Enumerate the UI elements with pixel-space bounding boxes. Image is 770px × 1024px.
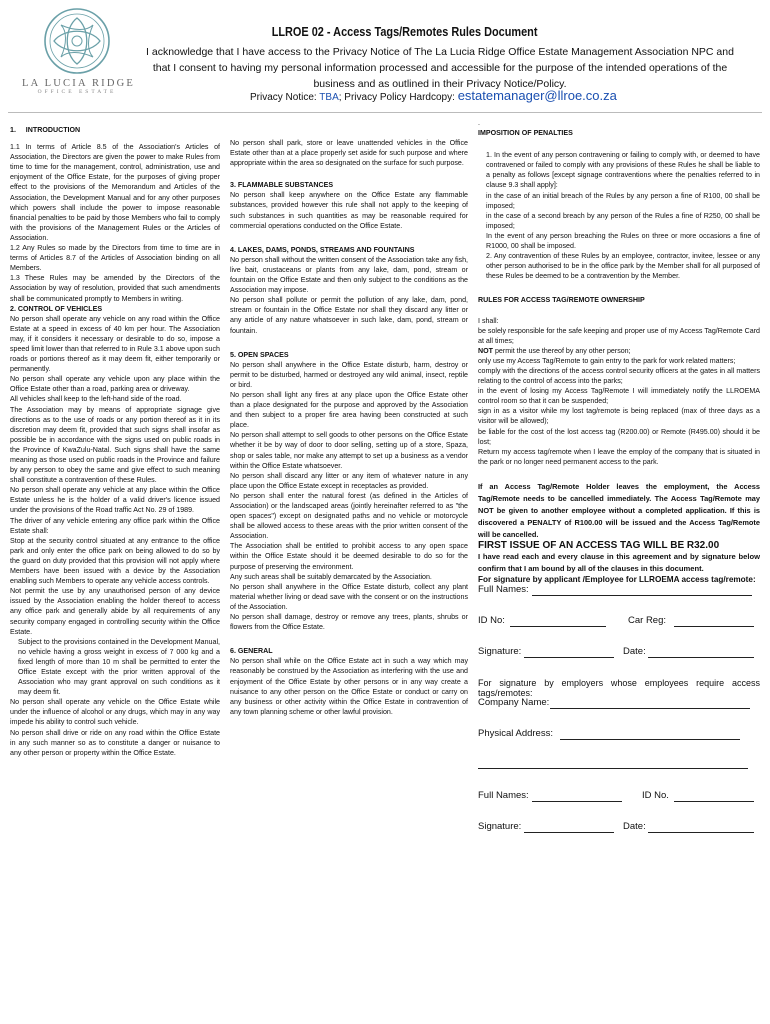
logo-name: LA LUCIA RIDGE — [22, 78, 136, 89]
section-2-para-5: No person shall operate any vehicle at any place within the Office Estate unless he is the holder of a valid driver's licence issued under the provisions of the Road traffic Act No. 29 of 1989. — [10, 486, 220, 515]
header-divider — [8, 112, 762, 113]
privacy-notice-line — [250, 88, 617, 103]
employer-name-id-row — [478, 791, 760, 822]
section-5-para-3: No person shall attempt to sell goods to other persons on the Office Estate whether it be by way of door to door selling, setting up of a store, Spaza, shop or sales table, nor make any attempt to set up a business as a vendor within the Office Estate whatsoever. — [230, 431, 468, 470]
section-5-para-8: No person shall anywhere in the Office Estate disturb, collect any plant material whether living or dead save with the consent or on the instructions of the Association. — [230, 582, 468, 611]
section-1-para-2: 1.2 Any Rules so made by the Directors from time to time are in terms of Articles 8.7 of the Articles of Association binding on all Members. — [10, 244, 220, 273]
privacy-tba-link[interactable]: TBA — [319, 92, 339, 103]
logo-subtitle: OFFICE ESTATE — [37, 89, 117, 95]
section-4-para-2: No person shall pollute or permit the pollution of any lake, dam, pond, stream or fountain in the Office Estate nor shall they discard any litter or any article of any nature whatsoever in such lake, dam, pond, stream or fountain. — [230, 296, 468, 335]
car-reg-field[interactable] — [674, 616, 754, 627]
privacy-prefix: Privacy Notice: — [250, 92, 317, 103]
section-2-heading: 2. CONTROL OF VEHICLES — [10, 304, 103, 313]
car-reg-label: Car Reg: — [628, 615, 667, 627]
ownership-para-7: sign in as a visitor while my lost tag/remote is being replaced (max of three days as a visitor will be allowed); — [478, 407, 760, 426]
column-middle — [230, 118, 468, 717]
employer-signature-date-row — [478, 822, 760, 853]
physical-address-field[interactable] — [560, 729, 740, 740]
section-5-para-5: No person shall enter the natural forest (as defined in the Articles of Association) or the landscaped areas (jointly hereinafter referred to as "the open spaces") except on designated paths and no vehicle or motorcycle shall be allowed access to these areas with the prior written consent of the Association. — [230, 491, 468, 541]
ownership-para-5: comply with the directions of the access control security officers at the gates in all matters relating to the control of access into the parks; — [478, 366, 760, 386]
date-2-label: Date: — [623, 821, 646, 833]
section-1-para-3: 1.3 These Rules may be amended by the Directors of the Association by way of resolution, provided that such amendments shall be communicated promptly to Members in writing. — [10, 274, 220, 303]
section-2-para-9: Subject to the provisions contained in the Development Manual, no vehicle having a gross weight in excess of 7 000 kg and a fixed length of more than 10 m shall be permitted to enter the Office Estate except with the prior written approval of the Association who may grant approval on such conditions as it may deem fit. — [18, 637, 220, 697]
column-left — [10, 118, 220, 758]
penalties-para-2: in the case of an initial breach of the Rules by any person a fine of R100, 00 shall be imposed; — [486, 191, 760, 210]
full-names-2-field[interactable] — [532, 791, 622, 802]
applicant-signature-heading: For signature by applicant /Employee for LLROEMA access tag/remote: — [478, 575, 756, 584]
section-2-para-10: No person shall operate any vehicle on the Office Estate while under the influence of alcohol or any drugs, which may in any way impede his ability to control such vehicle. — [10, 698, 220, 727]
parking-para: No person shall park, store or leave unattended vehicles in the Office Estate other than at a place properly set aside for such purpose and where appropriate within the area so designated on the surface for such purpose. — [230, 139, 468, 168]
celtic-knot-logo-icon — [42, 6, 112, 76]
ownership-para-1: I shall: — [478, 316, 499, 325]
section-3-heading: 3. FLAMMABLE SUBSTANCES — [230, 181, 334, 190]
physical-address-row — [478, 729, 760, 760]
section-5-para-1: No person shall anywhere in the Office Estate disturb, harm, destroy or permit to be disturbed, harmed or destroyed any wild animal, insect, reptile or bird. — [230, 360, 468, 389]
penalties-para-1: 1. In the event of any person contravening or failing to comply with, or deemed to have contravened or failed to comply with any provisions of these Rules he shall be liable to a penalty as follows [except signage contraventions where the penalties referred to in clause 9.3 shall apply]: — [486, 151, 760, 190]
first-issue-notice: FIRST ISSUE OF AN ACCESS TAG WILL BE R32.00 — [478, 539, 720, 551]
privacy-acknowledgement: I acknowledge that I have access to the Privacy Notice of The La Lucia Ridge Office Estate Management Association NPC and that I consent to having my personal information processed and accessible for the purpose of the intended operations of the business and as outlined in their Privacy Notice/Policy. — [146, 46, 734, 90]
document-header — [0, 0, 770, 112]
section-2-para-11: No person shall drive or ride on any road within the Office Estate in any such manner so as to constitute a danger or nuisance to any other person or property within the Office Estate. — [10, 728, 220, 757]
ownership-para-3-text: permit the use thereof by any other person; — [492, 346, 631, 355]
section-5-heading: 5. OPEN SPACES — [230, 350, 289, 359]
section-5-para-4: No person shall discard any litter or any item of whatever nature in any place upon the Office Estate except in receptacles as provided. — [230, 471, 468, 490]
section-5-para-6: The Association shall be entitled to prohibit access to any open space within the Office Estate should it be deemed desirable to do so for the purpose of preserving the environment. — [230, 542, 468, 571]
section-2-para-8: Not permit the use by any unauthorised person of any device issued by the Association enabling the holder thereof to access any office park and generally abide by all requirements of any security company engaged in controlling security within the Office Estate. — [10, 587, 220, 636]
id-car-row — [478, 616, 760, 647]
logo — [22, 6, 136, 102]
company-name-field[interactable] — [550, 698, 750, 709]
penalties-para-4: In the event of any person breaching the Rules on three or more occasions a fine of R1000, 00 shall be imposed. — [486, 231, 760, 251]
section-5-para-7: Any such areas shall be suitably demarcated by the Association. — [230, 572, 432, 581]
section-2-para-2: No person shall operate any vehicle upon any place within the Office Estate other than a road, parking area or driveway. — [10, 375, 220, 394]
signature-2-label: Signature: — [478, 821, 522, 833]
section-3-para-1: No person shall keep anywhere on the Office Estate any flammable substances, provided however this rule shall not apply to the keeping of such substances in such quantities as may be reasonable required for commercial operations conducted on the Office Estate. — [230, 191, 468, 230]
privacy-middle: ; Privacy Policy Hardcopy: — [338, 92, 455, 103]
date-field[interactable] — [648, 647, 754, 658]
ownership-para-4: only use my Access Tag/Remote to gain entry to the park for work related matters; — [478, 356, 736, 365]
full-names-label: Full Names: — [478, 584, 529, 596]
full-names-field[interactable] — [532, 585, 752, 596]
ownership-para-2: be solely responsible for the safe keeping and proper use of my Access Tag/Remote Card at all times; — [478, 326, 760, 345]
section-6-heading: 6. GENERAL — [230, 647, 273, 656]
section-5-para-2: No person shall light any fires at any place upon the Office Estate other than a place designated for the purpose and approved by the Association and then subject to a proper fire area having been constructed at such place. — [230, 390, 468, 430]
address-continuation-field[interactable] — [478, 760, 760, 791]
estate-manager-email-link[interactable]: estatemanager@llroe.co.za — [457, 88, 617, 103]
penalties-para-5: 2. Any contravention of these Rules by an employee, contractor, invitee, lessee or any other person authorised to be in the office park by the Member shall for all purposed of these Rules be deemed to be a contravention by the Member. — [486, 252, 760, 281]
section-2-para-3: All vehicles shall keep to the left-hand side of the road. — [10, 395, 182, 404]
section-2-para-1: No person shall operate any vehicle on any road within the Office Estate at a speed in excess of 40 km per hour. The Association may, if it considers it necessary or desirable to do so, impose a speed limit lower than that referred to in Rule 3.1 above upon such roads or portions thereof as it may deem fit, either temporarily or permanently. — [10, 314, 220, 374]
leaving-employment-para: If an Access Tag/Remote Holder leaves the employment, the Access Tag/Remote needs to be cancelled immediately. The Access Tag/Remote may NOT be given to another employee without a completed application. If this is discovered a PENALTY of R100.00 will be issued and the Access Tag/Remote will be cancelled. — [478, 481, 760, 539]
signature-2-field[interactable] — [524, 822, 614, 833]
company-name-row — [478, 698, 760, 729]
penalties-heading: IMPOSITION OF PENALTIES — [478, 129, 573, 138]
section-1-heading: 1. INTRODUCTION — [10, 126, 81, 134]
agreement-statement: I have read each and every clause in this agreement and by signature below confirm that I am bound by all of the clauses in this document. — [478, 552, 760, 573]
section-2-para-7: Stop at the security control situated at any entrance to the office park and only enter the office park on being allowed to do so by the guard on duty provided that this provision will not apply where Members have been issued with a device by the Association enabling such Members to operate any vehicle access controls. — [10, 536, 220, 586]
signature-date-row — [478, 647, 760, 678]
full-names-2-label: Full Names: — [478, 790, 529, 802]
date-label: Date: — [623, 646, 646, 658]
date-2-field[interactable] — [648, 822, 754, 833]
ownership-para-9: Return my access tag/remote when I leave the employ of the company that is situated in the park or no longer need permanent access to the park. — [478, 447, 760, 466]
ownership-para-8: be liable for the cost of the lost access tag (R200.00) or Remote (R495.00) should it be lost; — [478, 427, 760, 446]
id-no-label: ID No: — [478, 615, 505, 627]
ownership-para-6: in the event of losing my Access Tag/Remote I will immediately notify the LLROEMA control room so that it can be suspended; — [478, 387, 760, 406]
section-2-para-4: The Association may by means of appropriate signage give directions as to the use of roads or any portion thereof as it in its discretion may deem fit, provided that such signs shall insofar as possible be in accordance with the signs used on public roads in the Province of KwaZulu-Natal. Such signs shall have the same meaning as those used on public roads in the Province and failure by any person to obey the same and give effect to such meaning shall constitute a contravention of these Rules. — [10, 405, 220, 485]
ownership-heading: RULES FOR ACCESS TAG/REMOTE OWNERSHIP — [478, 296, 645, 305]
penalties-para-3: in the case of a second breach by any person of the Rules a fine of R250, 00 shall be imposed; — [486, 211, 760, 230]
section-6-para-1: No person shall while on the Office Estate act in such a way which may reasonably be construed by the Association as interfering with the use and enjoyment of the Office Estate by other persons or in any way create a nuisance to any other person on the Office Estate or conduct or carry on any business or other activity within the Office Estate in contravention of any town planning scheme or other lawful provision. — [230, 657, 468, 716]
company-name-label: Company Name: — [478, 697, 550, 709]
section-5-para-9: No person shall damage, destroy or remove any trees, plants, shrubs or flowers from the Office Estate. — [230, 613, 468, 632]
section-2-para-6: The driver of any vehicle entering any office park within the Office Estate shall: — [10, 516, 220, 535]
document-title: LLROE 02 - Access Tags/Remotes Rules Document — [271, 24, 538, 39]
physical-address-label: Physical Address: — [478, 728, 553, 740]
id-no-2-field[interactable] — [674, 791, 754, 802]
section-4-para-1: No person shall without the written consent of the Association take any fish, live bait, crustaceans or plants from any lake, dam, pond, stream or fountain on the Office Estate and then only subject to the conditions as the Association may impose. — [230, 255, 468, 295]
column-right — [478, 118, 760, 853]
id-no-2-label: ID No. — [642, 790, 669, 802]
signature-label: Signature: — [478, 646, 522, 658]
section-1-para-1: 1.1 In terms of Article 8.5 of the Association's Articles of Association, the Directors are given the power to make Rules from time to time for the management, control, administration, use and enjoyment of the Office Estate, for the purposes of giving proper effect to the provisions of the Memorandum and Articles of the Association, the Development Manual and for any other purposes which powers shall include the power to impose reasonable financial penalties to be paid by those Members who fail to comply with the provisions of the Management Rules or the Articles of Association. — [10, 143, 220, 242]
id-no-field[interactable] — [510, 616, 606, 627]
signature-field[interactable] — [524, 647, 614, 658]
section-4-heading: 4. LAKES, DAMS, PONDS, STREAMS AND FOUNTAINS — [230, 245, 415, 254]
ownership-para-3 — [478, 346, 760, 356]
full-names-row — [478, 585, 760, 616]
ownership-not-label: NOT — [478, 346, 493, 355]
stray-dot: . — [478, 119, 480, 127]
employer-signature-heading: For signature by employers whose employees require access tags/remotes: — [478, 678, 760, 699]
